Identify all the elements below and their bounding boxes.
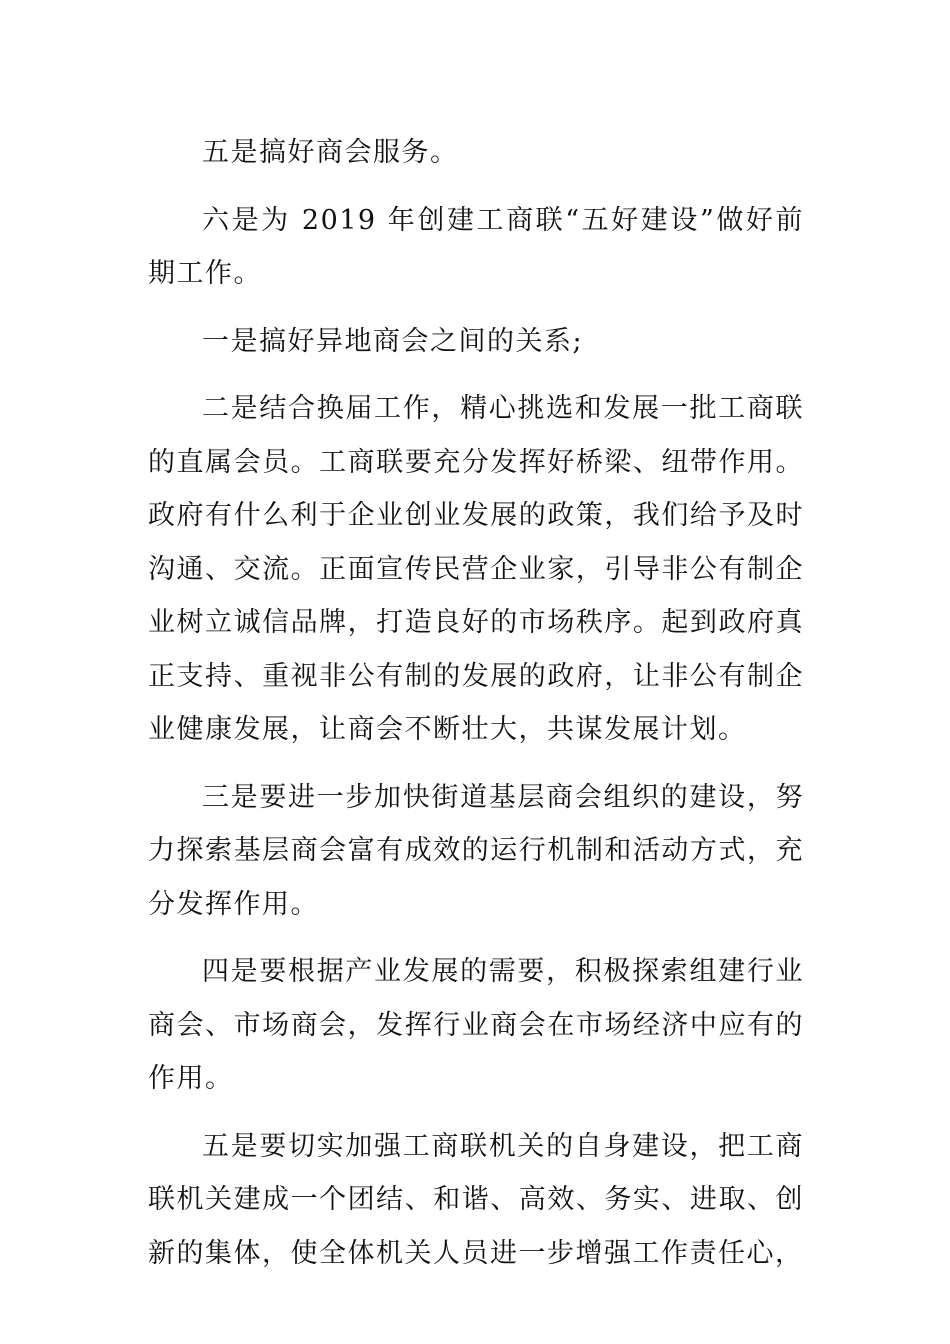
- paragraph-chamber-relations: 一是搞好异地商会之间的关系;: [202, 325, 584, 357]
- paragraph-industry-chambers: 四是要根据产业发展的需要，积极探索组建行业商会、市场商会，发挥行业商会在市场经济中应有的作用。: [148, 956, 804, 1094]
- paragraph-2019-preparation: 六是为 2019 年创建工商联“五好建设”做好前期工作。: [148, 204, 804, 289]
- paragraph-service: 五是搞好商会服务。: [202, 137, 459, 168]
- paragraph-grassroots-chambers: 三是要进一步加快街道基层商会组织的建设，努力探索基层商会富有成效的运行机制和活动方式，充分发挥作用。: [148, 781, 804, 920]
- document-body: [148, 126, 804, 1294]
- paragraph-member-development: 二是结合换届工作，精心挑选和发展一批工商联的直属会员。工商联要充分发挥好桥梁、纽带作用。政府有什么利于企业创业发展的政策，我们给予及时沟通、交流。正面宣传民营企业家，引导非公有制企业树立诚信品牌，打造良好的市场秩序。起到政府真正支持、重视非公有制的发展的政府，让非公有制企业健康发展，让商会不断壮大，共谋发展计划。: [148, 393, 804, 745]
- paragraph-organization-building: 五是要切实加强工商联机关的自身建设，把工商联机关建成一个团结、和谐、高效、务实、进取、创新的集体，使全体机关人员进一步增强工作责任心，: [148, 1130, 804, 1269]
